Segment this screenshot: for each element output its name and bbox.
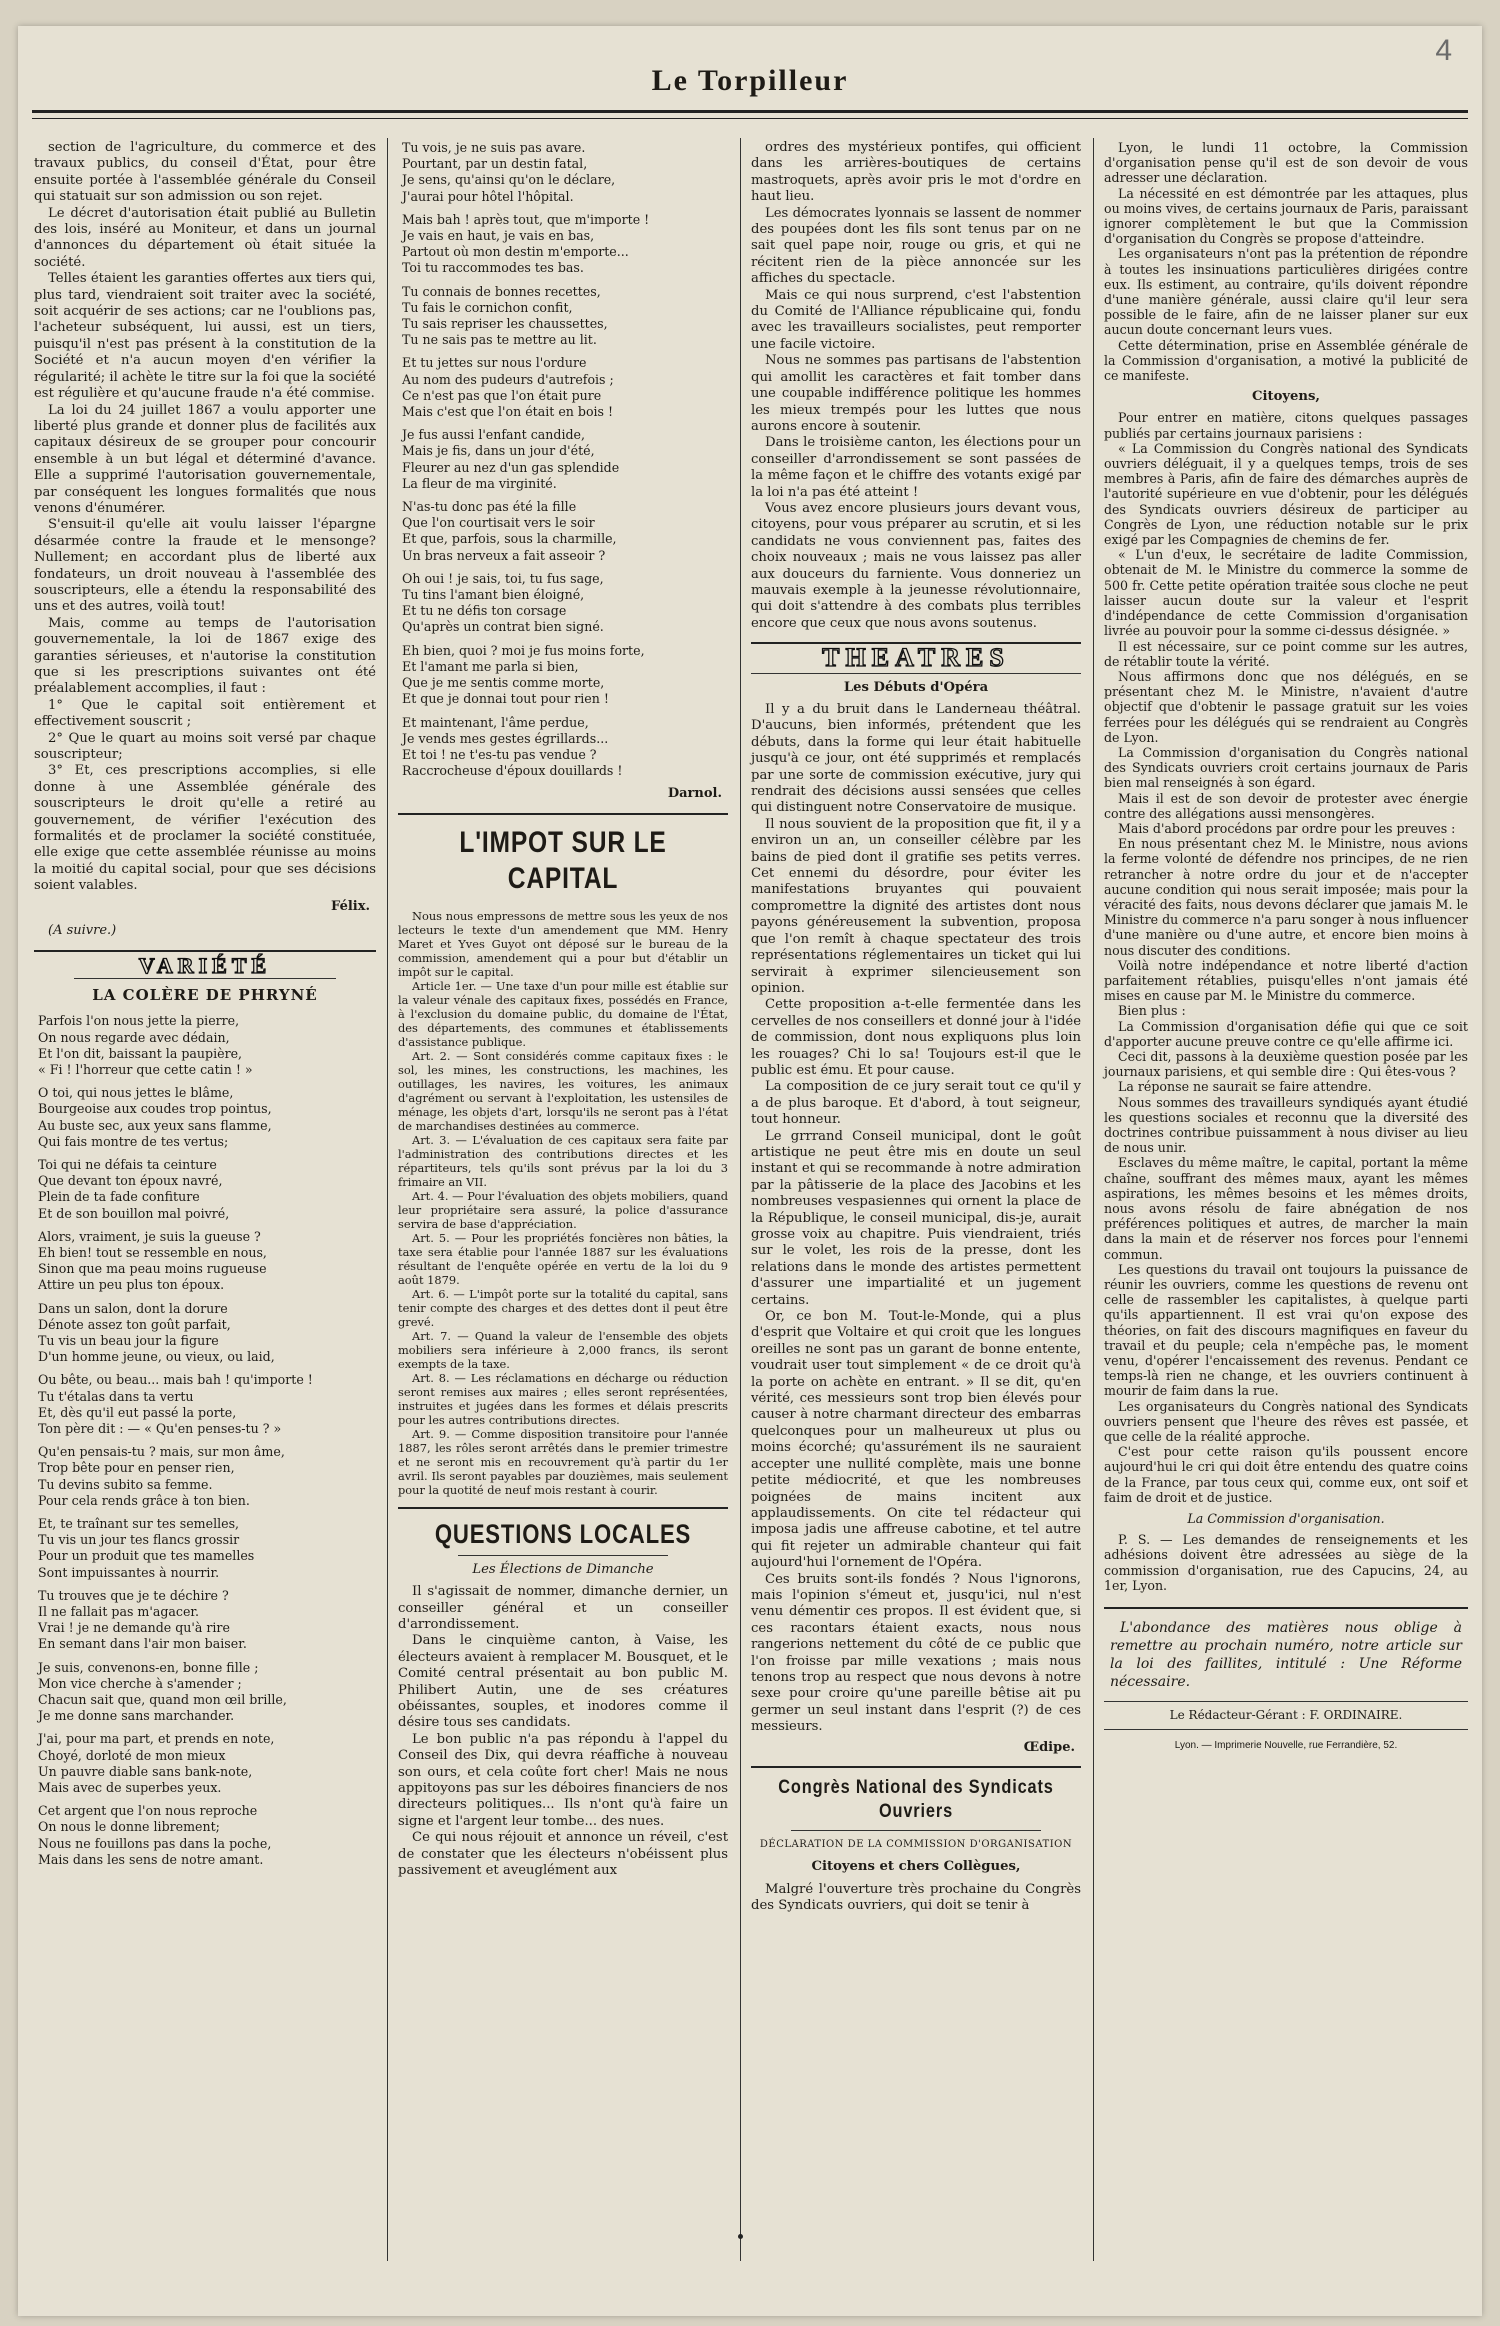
poem-stanza bbox=[398, 499, 728, 564]
paragraph: Cette proposition a-t-elle fermentée dans les cervelles de nos conseillers et donné jour à l'idée de commission, dont nous expliquons plus loin les rouages? Chi lo sa! Toujours est-il que le public est ému. Et pour cause. bbox=[751, 997, 1081, 1078]
poem-line: Toi qui ne défais ta ceinture bbox=[38, 1156, 217, 1172]
poem-line: Eh bien, quoi ? moi je fus moins forte, bbox=[402, 642, 645, 658]
poem-line: Nous ne fouillons pas dans la poche, bbox=[38, 1835, 272, 1851]
paragraph: La composition de ce jury serait tout ce qu'il y a de plus baroque. Et d'abord, à tout seigneur, tout honneur. bbox=[751, 1079, 1081, 1128]
theatres-subtitle: Les Débuts d'Opéra bbox=[843, 679, 989, 695]
column-4 bbox=[1104, 140, 1468, 1754]
citoyens-salutation: Citoyens, bbox=[1251, 389, 1321, 405]
paragraph: Or, ce bon M. Tout-le-Monde, qui a plus d'esprit que Voltaire et qui croit que les longues oreilles ne sont pas un garant de bonne entente, voudrait user tout simplement « de ce droit qu'à la porte on achète en entrant. » Il se dit, qu'en vérité, ces messieurs sont trop bien élevés pour causer à notre charmant directeur des embarras quelconques pour un malheureux ut plus ou moins écorché; qu'assurément ils ne sauraient accepter une nullité complète, mais une bonne petite médiocrité, et que les nombreuses poignées de mains incitent aux applaudissements. On cite tel rédacteur qui imposa jadis une affreuse cabotine, et tel autre qui fit rejeter un admirable chanteur qui fait aujourd'hui l'ornement de l'Opéra. bbox=[751, 1309, 1081, 1571]
impot-article-paragraph: Article 1er. — Une taxe d'un pour mille est établie sur la valeur vénale des capitaux fixes, possédés en France, à l'exclusion du domaine public, du domaine de l'État, des départements, des communes et établissements d'assistance publique. bbox=[398, 978, 728, 1049]
poem-line: N'as-tu donc pas été la fille bbox=[402, 499, 577, 515]
paragraph: 3° Et, ces prescriptions accomplies, si elle donne à une Assemblée générale des souscripteurs le droit qu'elle a retiré au gouvernement, de vérifier l'exécution des formalités et de proclamer la société constituée, elle exige que cette assemblée réunisse au moins la moitié du capital social, pour que ses décisions soient valables. bbox=[34, 763, 376, 894]
congres-heading: Congrès National des Syndicats Ouvriers bbox=[778, 1777, 1054, 1822]
paragraph: La nécessité en est démontrée par les attaques, plus ou moins vives, de certains journaux de Paris, paraissant ignorer complètement le but que la Commission d'organisation du Congrès se propose d'atteindre. bbox=[1104, 185, 1468, 247]
paragraph: Nous ne sommes pas partisans de l'abstention qui amollit les caractères et fait tomber dans une coupable indifférence politique les hommes les mieux trempés pour les luttes que nous aurons encore à soutenir. bbox=[751, 353, 1081, 434]
variete-underline bbox=[74, 978, 336, 979]
poem-stanza bbox=[398, 571, 728, 636]
paragraph: Telles étaient les garanties offertes aux tiers qui, plus tard, viendraient soit traiter avec la société, soit acquérir de ses actions; car ne l'oublions pas, l'acheteur subséquent, lui aussi, est un tiers, puisqu'il n'est pas présent à la constitution de la Société et n'a aucun moyen d'en vérifier la régularité; il achète le titre sur la foi que la société est régulière et qu'aucune fraude n'a été commise. bbox=[34, 271, 376, 402]
congres-declaration-body-1 bbox=[1104, 140, 1468, 383]
poem-line: Partout où mon destin m'emporte... bbox=[402, 244, 629, 260]
footer-rule-2 bbox=[1104, 1729, 1468, 1730]
paragraph: Nous sommes des travailleurs syndiqués ayant étudié les questions sociales et reconnu que la diversité des doctrines contribue puissamment à nous diviser au lieu de nous unir. bbox=[1104, 1094, 1468, 1156]
paragraph: Mais il est de son devoir de protester avec énergie contre des allégations aussi mensongères. bbox=[1104, 790, 1468, 821]
poem-line: Tu vois, je ne suis pas avare. bbox=[402, 140, 586, 155]
poem-line: Cet argent que l'on nous reproche bbox=[38, 1803, 258, 1819]
poem-line: Pourtant, par un destin fatal, bbox=[402, 156, 588, 172]
poem-line: Bourgeoise aux coudes trop pointus, bbox=[38, 1101, 272, 1117]
poem-line: Ou bête, ou beau... mais bah ! qu'importe ! bbox=[38, 1372, 313, 1388]
poem-line: Mais bah ! après tout, que m'importe ! bbox=[402, 211, 650, 227]
poem-line: Un pauvre diable sans bank-note, bbox=[38, 1763, 253, 1779]
congres-declaration-body-2 bbox=[1104, 410, 1468, 1505]
newspaper-page bbox=[18, 26, 1482, 2316]
paragraph: En nous présentant chez M. le Ministre, nous avions la ferme volonté de défendre nos principes, de ne rien retrancher à notre ordre du jour et de n'accepter aucune condition qui nous serait imposée; mais pour la véracité des faits, nous devons déclarer que jamais M. le Ministre du commerce n'a paru songer à nous influencer d'une manière ou d'une autre, et encore bien moins à nous discuter des conditions. bbox=[1104, 836, 1468, 958]
questions-underline bbox=[458, 1555, 668, 1556]
poem-line: Qui fais montre de tes vertus; bbox=[38, 1133, 229, 1149]
paragraph: La Commission d'organisation défie qui que ce soit d'apporter aucune preuve contre ce qu'elle affirme ici. bbox=[1104, 1018, 1468, 1049]
paragraph: Nous affirmons donc que nos délégués, en se présentant chez M. le Ministre, n'avaient d'autre objectif que d'obtenir le passage gratuit sur les voies ferrées pour les délégués qui se rendraient au Congrès de Lyon. bbox=[1104, 668, 1468, 745]
poem-line: Et l'on dit, baissant la paupière, bbox=[38, 1045, 243, 1061]
paragraph: S'ensuit-il qu'elle ait voulu laisser l'épargne désarmée contre la fraude et le mensonge? Nullement; en accordant plus de liberté aux fondateurs, un droit nouveau à l'assemblée des souscripteurs, elle a étendu la responsabilité des uns et des autres, voilà tout! bbox=[34, 517, 376, 615]
paragraph: « L'un d'eux, le secrétaire de ladite Commission, obtenait de M. le Ministre du commerce la somme de 500 fr. Cette petite opération traitée sous cloche ne peut laisser aucun doute sur la valeur et l'esprit d'indépendance de cette Commission d'organisation livrée au pouvoir pour la somme ci-dessus désignée. » bbox=[1104, 547, 1468, 639]
poem-line: Chacun sait que, quand mon œil brille, bbox=[38, 1692, 287, 1708]
commission-signature: La Commission d'organisation. bbox=[1187, 1511, 1385, 1527]
poem-line: Mais avec de superbes yeux. bbox=[38, 1780, 222, 1796]
section-rule bbox=[398, 813, 728, 815]
poem-stanza bbox=[34, 1803, 376, 1868]
poem-line: Un bras nerveux a fait asseoir ? bbox=[402, 547, 606, 563]
poem-line: La fleur de ma virginité. bbox=[402, 475, 557, 491]
impot-article-body bbox=[398, 909, 728, 1497]
congres-opening-text: Malgré l'ouverture très prochaine du Congrès des Syndicats ouvriers, qui doit se tenir à bbox=[751, 1881, 1081, 1914]
poem-line: Mais je fis, dans un jour d'été, bbox=[402, 443, 595, 459]
paragraph: Mais d'abord procédons par ordre pour les preuves : bbox=[1118, 820, 1456, 836]
theatres-signature: Œdipe. bbox=[1023, 1739, 1075, 1755]
paragraph: C'est pour cette raison qu'ils poussent encore aujourd'hui le cri qui doit être entendu des quatre coins de la France, par tous ceux qui, comme eux, ont soif et faim de droit et de justice. bbox=[1104, 1444, 1468, 1505]
poem-line: O toi, qui nous jettes le blâme, bbox=[38, 1085, 234, 1101]
poem-stanza bbox=[34, 1516, 376, 1581]
poem-line: Qu'en pensais-tu ? mais, sur mon âme, bbox=[38, 1444, 285, 1460]
poem-stanza bbox=[34, 1660, 376, 1725]
paragraph: Lyon, le lundi 11 octobre, la Commission d'organisation pense qu'il est de son devoir de vous adresser une déclaration. bbox=[1104, 140, 1468, 186]
postscript-note: P. S. — Les demandes de renseignements et les adhésions doivent être adressées au siège de la commission d'organisation, rue des Capucins, 24, au 1er, Lyon. bbox=[1104, 1532, 1468, 1593]
poem-line: Parfois l'on nous jette la pierre, bbox=[38, 1013, 240, 1029]
poem-line: Tu t'étalas dans ta vertu bbox=[38, 1388, 194, 1404]
poem-line: Choyé, dorloté de mon mieux bbox=[38, 1747, 226, 1763]
poem-line: Que je me sentis comme morte, bbox=[402, 675, 605, 691]
to-follow-note: (A suivre.) bbox=[48, 923, 117, 939]
poem-line: Mais c'est que l'on était en bois ! bbox=[402, 404, 614, 420]
impot-heading: L'IMPOT SUR LE CAPITAL bbox=[459, 825, 667, 895]
paragraph: Mais, comme au temps de l'autorisation gouvernementale, la loi de 1867 exige des garanties sérieuses, et n'autorise la constitution que si les prescriptions suivantes ont été préalablement accomplies, il faut : bbox=[34, 615, 376, 697]
paragraph: Dans le troisième canton, les élections pour un conseiller d'arrondissement se sont passées de la même façon et le chiffre des votants exigé par la loi n'a pas été atteint ! bbox=[751, 435, 1081, 500]
variete-heading: VARIÉTÉ bbox=[138, 952, 272, 978]
poem-line: Tu vis un jour tes flancs grossir bbox=[38, 1532, 240, 1548]
poem-stanza bbox=[398, 715, 728, 780]
poem-line: Dans un salon, dont la dorure bbox=[38, 1300, 228, 1316]
poem-line: Dénote assez ton goût parfait, bbox=[38, 1316, 231, 1332]
congres-declaration-label: DÉCLARATION DE LA COMMISSION D'ORGANISATION bbox=[759, 1839, 1073, 1850]
impot-article-paragraph: Art. 6. — L'impôt porte sur la totalité du capital, sans tenir compte des charges et des dettes dont il peut être grevé. bbox=[398, 1286, 728, 1329]
poem-stanza bbox=[34, 1731, 376, 1796]
paragraph: La réponse ne saurait se faire attendre. bbox=[1118, 1079, 1372, 1095]
poem-line: Toi tu raccommodes tes bas. bbox=[402, 260, 584, 276]
paragraph: « La Commission du Congrès national des Syndicats ouvriers déléguait, il y a quelques temps, trois de ses membres à Paris, afin de faire des démarches auprès de l'autorité supérieure en vue d'obtenir, pour les délégués des Syndicats ouvriers désireux de participer au Congrès de Lyon, une réduction notable sur le prix exigé par les Compagnies de chemins de fer. bbox=[1104, 440, 1468, 548]
theatres-underline bbox=[751, 673, 1081, 674]
editorial-notice: L'abondance des matières nous oblige à remettre au prochain numéro, notre article sur la loi des faillites, intitulé : Une Réforme nécessaire. bbox=[1110, 1620, 1462, 1691]
column-divider-1 bbox=[387, 138, 388, 2261]
poem-line: Au nom des pudeurs d'autrefois ; bbox=[402, 371, 614, 387]
poem-line: Pour cela rends grâce à ton bien. bbox=[38, 1492, 250, 1508]
paragraph: La Commission d'organisation du Congrès national des Syndicats ouvriers croit certains journaux de Paris bien mal renseignés à son égard. bbox=[1104, 744, 1468, 791]
poem-line: Et que je donnai tout pour rien ! bbox=[402, 691, 609, 707]
paragraph: Mais ce qui nous surprend, c'est l'abstention du Comité de l'Alliance républicaine qui, fondu avec les travailleurs socialistes, peut remporter une facile victoire. bbox=[751, 287, 1081, 352]
poem-line: Sont impuissantes à nourrir. bbox=[38, 1564, 220, 1580]
poem-line: Que l'on courtisait vers le soir bbox=[402, 515, 595, 531]
poem-line: Et maintenant, l'âme perdue, bbox=[402, 714, 589, 730]
poem-line: Tu ne sais pas te mettre au lit. bbox=[402, 332, 597, 348]
poem-line: Fleurer au nez d'un gas splendide bbox=[402, 459, 620, 475]
poem-stanza bbox=[34, 1229, 376, 1294]
poem-line: Je vends mes gestes égrillards... bbox=[402, 730, 609, 746]
poem-line: Et que, parfois, sous la charmille, bbox=[402, 531, 617, 547]
theatres-heading: THEATRES bbox=[822, 643, 1010, 673]
poem-line: Je suis, convenons-en, bonne fille ; bbox=[38, 1659, 259, 1675]
poem-line: Eh bien! tout se ressemble en nous, bbox=[38, 1244, 267, 1260]
paragraph: Le grrrand Conseil municipal, dont le goût artistique ne peut être mis en doute un seul instant et qui se recommande à notre admiration par la pâtisserie de la place des Jacobins et les nombreuses vespasiennes qui ornent la place de la République, le conseil municipal, dis-je, aurait grosse voix au chapitre. Puis viendraient, triés sur le volet, les rois de la presse, dont les relations dans le monde des artistes permettent d'assurer une impartialité et un jugement certains. bbox=[751, 1128, 1081, 1308]
poem-line: En semant dans l'air mon baiser. bbox=[38, 1636, 247, 1652]
paragraph: Il y a du bruit dans le Landerneau théâtral. D'aucuns, bien informés, prétendent que les débuts, dans la forme qui leur était habituelle jusqu'à ce jour, ont été supprimés et remplacés par une sorte de commission exécutive, jury qui rendrait des décisions aussi sensées que celles qui distinguent notre Conservatoire de musique. bbox=[751, 702, 1081, 816]
congres-greeting: Citoyens et chers Collègues, bbox=[811, 1859, 1021, 1875]
footer-rule bbox=[1104, 1701, 1468, 1702]
poem-stanza bbox=[34, 1444, 376, 1509]
poem-line: Ton père dit : — « Qu'en penses-tu ? » bbox=[38, 1420, 282, 1436]
article-societes-body bbox=[34, 140, 376, 895]
poem-stanza bbox=[34, 1372, 376, 1437]
poem-phryne-part2 bbox=[398, 140, 728, 779]
column-2 bbox=[398, 140, 728, 1879]
paragraph: Le décret d'autorisation était publié au Bulletin des lois, inséré au Moniteur, et dans un journal d'annonces du département où était située la société. bbox=[34, 205, 376, 270]
poem-line: Et tu ne défis ton corsage bbox=[402, 603, 567, 619]
page-number: 4 bbox=[1435, 34, 1452, 67]
poem-line: Trop bête pour en penser rien, bbox=[38, 1460, 235, 1476]
paragraph: 1° Que le capital soit entièrement et effectivement souscrit ; bbox=[34, 697, 376, 730]
poem-stanza bbox=[398, 355, 728, 420]
impot-article-paragraph: Art. 8. — Les réclamations en décharge ou réduction seront remises aux maires ; elles seront représentées, instruites et jugées dans les formes et délais prescrits pour les autres contributions directes. bbox=[398, 1370, 728, 1427]
questions-subtitle: Les Élections de Dimanche bbox=[472, 1561, 654, 1577]
paragraph: Ce qui nous réjouit et annonce un réveil, c'est de constater que les électeurs n'obéissent plus passivement et aveuglément aux bbox=[398, 1830, 728, 1879]
poem-stanza bbox=[34, 1588, 376, 1653]
paragraph: Dans le cinquième canton, à Vaise, les électeurs avaient à remplacer M. Bousquet, et le Comité central présentait au bon public M. Philibert Autin, une de ses créatures obéissantes, souples, et inodores comme il désire tous ses candidats. bbox=[398, 1633, 728, 1731]
poem-line: Oh oui ! je sais, toi, tu fus sage, bbox=[402, 570, 604, 586]
poem-stanza bbox=[398, 284, 728, 349]
poem-line: Tu fais le cornichon confit, bbox=[402, 299, 573, 315]
column-1 bbox=[34, 140, 376, 1875]
poem-line: Au buste sec, aux yeux sans flamme, bbox=[38, 1117, 272, 1133]
poem-line: Vrai ! je ne demande qu'à rire bbox=[38, 1620, 230, 1636]
column-3 bbox=[751, 140, 1081, 1915]
poem-line: Tu tins l'amant bien éloigné, bbox=[402, 587, 585, 603]
paragraph: Les questions du travail ont toujours la puissance de réunir les ouvriers, comme les questions de revenu ont celle de rassembler les capitalistes, à quelque parti qu'ils appartiennent. Il est vrai qu'on expose des théories, on fait des discours magnifiques en faveur du travail et du peuple; cela n'empêche pas, le moment venu, d'opérer l'encaissement des revenus. Pendant ce temps-là rien ne change, et les ouvriers continuent à mourir de faim dans la rue. bbox=[1104, 1261, 1468, 1399]
poem-line: J'ai, pour ma part, et prends en note, bbox=[38, 1731, 275, 1747]
paragraph: Les organisateurs du Congrès national des Syndicats ouvriers pensent que l'heure des rêves est passée, et que celle de la réalité approche. bbox=[1104, 1398, 1468, 1445]
impot-article-paragraph: Art. 2. — Sont considérés comme capitaux fixes : le sol, les mines, les constructions, les machines, les outillages, les navires, les voitures, les animaux d'agrément ou servant à l'exploitation, les ustensiles de ménage, les objets d'art, lorsqu'ils ne seront pas à l'état de marchandises destinées au commerce. bbox=[398, 1048, 728, 1133]
paragraph: Esclaves du même maître, le capital, portant la même chaîne, souffrant des mêmes maux, ayant les mêmes aspirations, les mêmes besoins et les mêmes droits, nous avons résolu de faire abnégation de nos préférences politiques et autres, de marcher la main dans la main et de réserver nos forces pour l'ennemi commun. bbox=[1104, 1155, 1468, 1262]
impot-article-paragraph: Art. 7. — Quand la valeur de l'ensemble des objets mobiliers sera inférieure à 2,000 francs, ils seront exempts de la taxe. bbox=[398, 1328, 728, 1371]
poem-line: Tu trouves que je te déchire ? bbox=[38, 1587, 229, 1603]
impot-article-paragraph: Art. 5. — Pour les propriétés foncières non bâties, la taxe sera établie pour l'année 1887 sur les évaluations résultant de l'enquête opérée en vertu de la loi du 9 août 1879. bbox=[398, 1230, 728, 1287]
poem-line: J'aurai pour hôtel l'hôpital. bbox=[402, 188, 574, 204]
masthead-rule-bottom bbox=[32, 118, 1468, 119]
poem-line: Alors, vraiment, je suis la gueuse ? bbox=[38, 1228, 261, 1244]
paragraph: Cette détermination, prise en Assemblée générale de la Commission d'organisation, a motivé la publicité de ce manifeste. bbox=[1104, 337, 1468, 384]
poem-phryne-part1 bbox=[34, 1013, 376, 1868]
section-rule bbox=[1104, 1607, 1468, 1609]
poem-line: Mon vice cherche à s'amender ; bbox=[38, 1675, 242, 1691]
poem-line: Et de son bouillon mal poivré, bbox=[38, 1205, 230, 1221]
paragraph: Pour entrer en matière, citons quelques passages publiés par certains journaux parisiens : bbox=[1104, 410, 1468, 441]
column-divider-3 bbox=[1093, 138, 1094, 2261]
masthead-title: Le Torpilleur bbox=[651, 64, 849, 97]
editor-line: Le Rédacteur-Gérant : F. ORDINAIRE. bbox=[1169, 1708, 1403, 1723]
poem-line: Attire un peu plus ton époux. bbox=[38, 1277, 225, 1293]
paragraph: Il est nécessaire, sur ce point comme sur les autres, de rétablir toute la vérité. bbox=[1104, 638, 1468, 669]
poem-line: Et toi ! ne t'es-tu pas vendue ? bbox=[402, 746, 597, 762]
poem-stanza bbox=[398, 140, 728, 205]
paragraph: section de l'agriculture, du commerce et des travaux publics, du conseil d'État, pour être ensuite portée à l'assemblée générale du Conseil qui statuait sur son admission ou son rejet. bbox=[34, 140, 376, 205]
poem-stanza bbox=[34, 1157, 376, 1222]
poem-line: Et, te traînant sur tes semelles, bbox=[38, 1516, 240, 1531]
poem-line: Raccrocheuse d'époux douillards ! bbox=[402, 763, 623, 779]
impot-article-paragraph: Art. 4. — Pour l'évaluation des objets mobiliers, quand leur propriétaire sera assuré, la police d'assurance servira de base d'appréciation. bbox=[398, 1188, 728, 1231]
impot-article-paragraph: Art. 3. — L'évaluation de ces capitaux sera faite par l'administration des contributions directes et les répartiteurs, tels qu'ils sont prévus par la loi du 3 frimaire an VII. bbox=[398, 1132, 728, 1189]
poem-line: Qu'après un contrat bien signé. bbox=[402, 619, 604, 635]
poem-line: On nous le donne librement; bbox=[38, 1819, 220, 1835]
poem-line: Je vais en haut, je vais en bas, bbox=[402, 228, 595, 244]
paragraph: Vous avez encore plusieurs jours devant vous, citoyens, pour vous préparer au scrutin, et si les candidats ne vous conviennent pas, faites des choix nouveaux ; mais ne vous laissez pas aller aux douceurs du farniente. Vous donneriez un mauvais exemple à la jeunesse révolutionnaire, qui doit s'attendre à des combats plus terribles encore que ceux que nous avons soutenus. bbox=[751, 500, 1081, 631]
poem-line: Tu sais repriser les chaussettes, bbox=[402, 316, 608, 332]
poem-stanza bbox=[398, 212, 728, 277]
poem-line: Je sens, qu'ainsi qu'on le déclare, bbox=[402, 172, 616, 188]
poem-line: Mais dans les sens de notre amant. bbox=[38, 1851, 264, 1867]
poem-signature: Darnol. bbox=[667, 786, 722, 802]
section-rule bbox=[751, 1766, 1081, 1768]
section-rule bbox=[398, 1507, 728, 1509]
paragraph: 2° Que le quart au moins soit versé par chaque souscripteur; bbox=[34, 730, 376, 763]
poem-line: Plein de ta fade confiture bbox=[38, 1189, 200, 1205]
poem-stanza bbox=[398, 427, 728, 492]
poem-line: Et tu jettes sur nous l'ordure bbox=[402, 355, 587, 371]
paragraph: ordres des mystérieux pontifes, qui officient dans les arrières-boutiques de certains mastroquets, après avoir pris le mot d'ordre en haut lieu. bbox=[751, 140, 1081, 205]
poem-line: Tu connais de bonnes recettes, bbox=[402, 283, 601, 299]
paragraph: Il nous souvient de la proposition que fit, il y a environ un an, un conseiller célèbre par les bains de pied dont il gratifie ses petits verres. Cet ennemi du désordre, pour éviter les manifestations bruyantes qui pouvaient compromettre la dignité des artistes dont nous payons généreusement la subvention, proposa que l'on remît à chaque spectateur des trois représentations réglementaires un ticket qui lui servirait à exprimer silencieusement son opinion. bbox=[751, 816, 1081, 996]
questions-locales-body bbox=[398, 1584, 728, 1879]
poem-stanza bbox=[34, 1013, 376, 1078]
poem-line: Et l'amant me parla si bien, bbox=[402, 658, 579, 674]
poem-line: Que devant ton époux navré, bbox=[38, 1173, 223, 1189]
paragraph: Les organisateurs n'ont pas la prétention de répondre à toutes les insinuations particulières dirigées contre eux. Ils estiment, au contraire, qu'ils doivent répondre d'une manière générale, aussi claire qu'il leur sera possible de le faire, afin de ne laisser planer sur eux aucun doute concernant leurs vues. bbox=[1104, 246, 1468, 338]
poem-line: D'un homme jeune, ou vieux, ou laid, bbox=[38, 1349, 275, 1365]
poem-line: On nous regarde avec dédain, bbox=[38, 1029, 230, 1045]
impot-article-paragraph: Art. 9. — Comme disposition transitoire pour l'année 1887, les rôles seront arrêtés dans le premier trimestre et ne seront mis en recouvrement qu'à partir du 1er avril. Ils seront payables par douzièmes, mais seulement pour la quotité de neuf mois restant à courir. bbox=[398, 1426, 728, 1497]
poem-line: Il ne fallait pas m'agacer. bbox=[38, 1604, 200, 1620]
paragraph: Le bon public n'a pas répondu à l'appel du Conseil des Dix, qui devra réaffiche à nouveau son ours, et cela coûte fort cher! Mais ne nous appitoyons pas sur les déboires financiers de nos directeurs politiques... Ils n'ont qu'à faire un signe et l'argent leur tombe... des nues. bbox=[398, 1731, 728, 1829]
poem-line: Et, dès qu'il eut passé la porte, bbox=[38, 1404, 237, 1420]
article-signature: Félix. bbox=[331, 898, 370, 914]
paragraph: Bien plus : bbox=[1118, 1003, 1186, 1019]
section-rule bbox=[34, 950, 376, 952]
theatres-article-body bbox=[751, 702, 1081, 1736]
poem-line: Tu vis un beau jour la figure bbox=[38, 1332, 219, 1348]
paragraph: Il s'agissait de nommer, dimanche dernier, un conseiller général et un conseiller d'arrondissement. bbox=[398, 1584, 728, 1632]
paragraph: Ceci dit, passons à la deuxième question posée par les journaux parisiens, et qui semble dire : Qui êtes-vous ? bbox=[1104, 1048, 1468, 1080]
poem-line: « Fi ! l'horreur que cette catin ! » bbox=[38, 1061, 253, 1077]
poem-title: LA COLÈRE DE PHRYNÉ bbox=[92, 985, 318, 1004]
column-divider-2 bbox=[740, 138, 741, 2261]
paragraph: Ces bruits sont-ils fondés ? Nous l'ignorons, mais l'opinion s'émeut et, jusqu'ici, nul n'est venu démentir ces propos. Il est évident que, si ces racontars étaient exacts, nous nous rangerions nettement du côté de ce public que l'on froisse par mille vexations ; mais nous tenons trop au respect que nous devons à notre sexe pour croire qu'une pareille bêtise ait pu germer un seul instant dans l'esprit (?) de ces messieurs. bbox=[751, 1571, 1081, 1735]
paragraph: La loi du 24 juillet 1867 a voulu apporter une liberté plus grande et donner plus de facilités aux capitaux désireux de se grouper pour concourir ensemble à un but légal et déterminé d'avance. Elle a supprimé l'autorisation gouvernementale, par conséquent les longues formalités que nous venons d'énumérer. bbox=[34, 402, 376, 516]
poem-line: Tu devins subito sa femme. bbox=[38, 1476, 213, 1492]
poem-line: Je me donne sans marchander. bbox=[38, 1708, 235, 1724]
page-dot bbox=[738, 2234, 743, 2239]
masthead-rule-top bbox=[32, 110, 1468, 113]
impot-article-paragraph: Nous nous empressons de mettre sous les yeux de nos lecteurs le texte d'un amendement que MM. Henry Maret et Yves Guyot ont déposé sur le bureau de la commission, amendement qui a pour but d'établir un impôt sur le capital. bbox=[398, 908, 728, 979]
paragraph: Les démocrates lyonnais se lassent de nommer des poupées dont les fils sont tenus par on ne sait quel pape noir, rouge ou gris, et qui ne récitent rien de la pièce annoncée sur les affiches du spectacle. bbox=[751, 205, 1081, 287]
questions-locales-heading: QUESTIONS LOCALES bbox=[434, 1518, 692, 1549]
printer-line: Lyon. — Imprimerie Nouvelle, rue Ferrandière, 52. bbox=[1174, 1740, 1398, 1752]
poem-stanza bbox=[34, 1085, 376, 1150]
poem-line: Sinon que ma peau moins rugueuse bbox=[38, 1261, 267, 1277]
poem-line: Ce n'est pas que l'on était pure bbox=[402, 387, 602, 403]
congres-underline bbox=[791, 1830, 1041, 1831]
poem-stanza bbox=[34, 1301, 376, 1366]
poem-stanza bbox=[398, 643, 728, 708]
elections-continued-body bbox=[751, 140, 1081, 632]
paragraph: Voilà notre indépendance et notre liberté d'action parfaitement rétablies, puisqu'elles n'ont jamais été mises en cause par M. le Ministre du commerce. bbox=[1104, 957, 1468, 1004]
poem-line: Pour un produit que tes mamelles bbox=[38, 1548, 255, 1564]
poem-line: Je fus aussi l'enfant candide, bbox=[402, 427, 585, 443]
